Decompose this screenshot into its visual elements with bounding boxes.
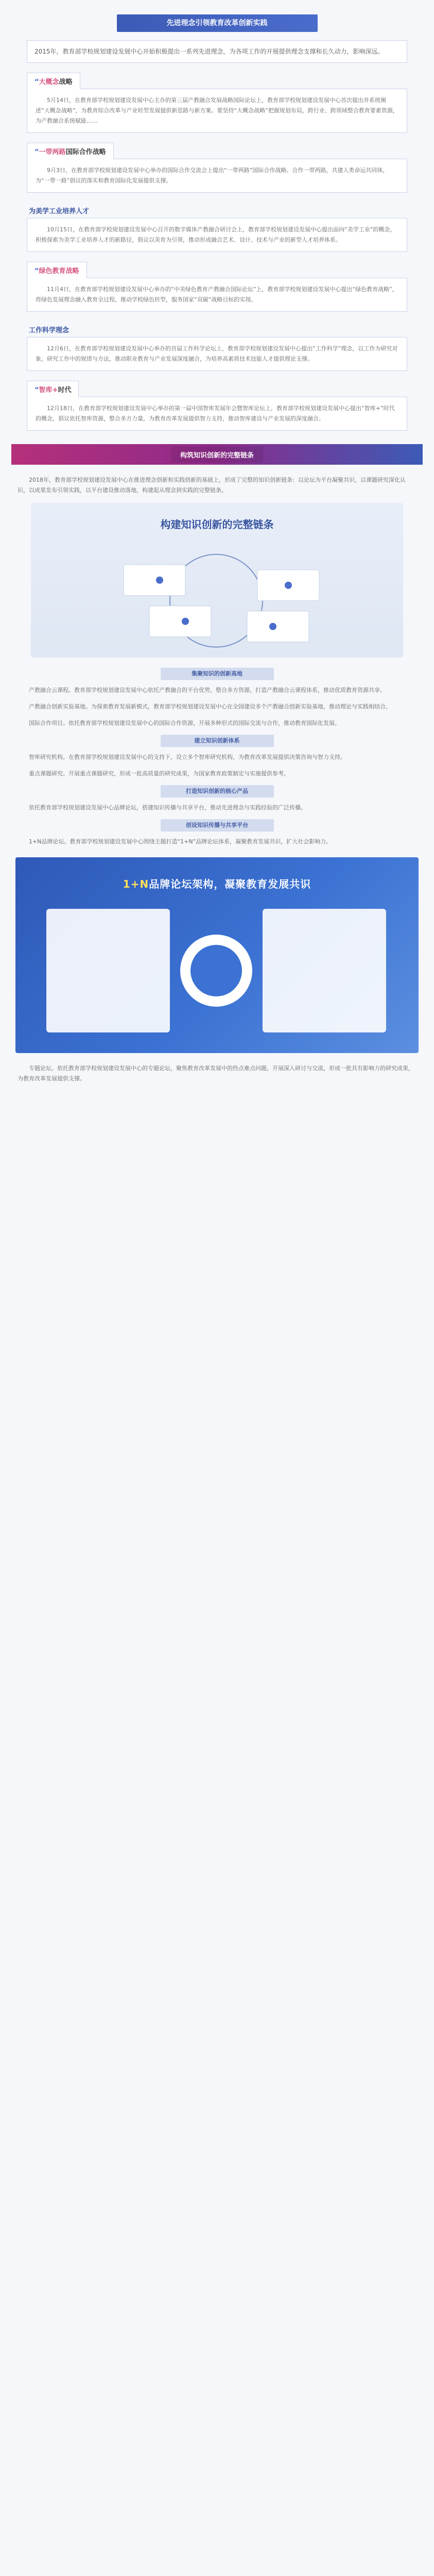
label-knowledge-system: 建立知识创新体系 (161, 735, 274, 747)
para-5: 重点课题研究。开展重点课题研究，形成一批高质量的研究成果，为国家教育政策制定与实施提供参考。 (29, 770, 289, 777)
quote-mark: “ (34, 386, 39, 394)
node-dot (285, 582, 292, 589)
section-6-title-a: 智库+ (39, 386, 58, 394)
section-2-body: 9月3日，在教育部学校规划建设发展中心举办的国际合作交流会上提出“一带两路”国际合作战略。合作一带两路，共建人类命运共同体，为“一带一路”倡议的落实和教育国际化发展提供支撑。 (27, 159, 407, 193)
section-3 (27, 202, 407, 252)
chain-banner (11, 444, 423, 465)
section-4-body: 11月4日，在教育部学校规划建设发展中心举办的“中美绿色教育产教融合国际论坛”上，教育部学校规划建设发展中心提出“绿色教育战略”，将绿色发展理念融入教育全过程，推动学校绿色转型，服务国家“双碳”战略目标的实现。 (27, 278, 407, 312)
para-7: 1+N品牌论坛。教育部学校规划建设发展中心围绕主题打造“1+N”品牌论坛体系，凝聚教育发展共识，扩大社会影响力。 (29, 838, 332, 845)
node-dot (182, 618, 189, 625)
label-core-products: 打造知识创新的核心产品 (161, 785, 274, 798)
section-1-body: 5月14日，在教育部学校规划建设发展中心主办的第三届产教融合发展战略国际论坛上，教育部学校规划建设发展中心首次提出并系统阐述“大概念战略”，为教育综合改革与产业转型发展提供新思路与新方案。要坚持“大概念战略”把握规划布局，跨行业、跨领域整合教育要素资源，为产教融合系统赋能…… (27, 89, 407, 133)
section-3-head (27, 202, 96, 218)
poster-title-num: 1+N (123, 878, 149, 890)
node-dot (269, 623, 276, 630)
bottom-text: 专题论坛。依托教育部学校规划建设发展中心的专题论坛，聚焦教育改革发展中的热点难点问题，开展深入研讨与交流，形成一批具有影响力的研究成果，为教育改革发展提供支撑。 (18, 1065, 414, 1082)
section-2 (27, 142, 407, 193)
diagram-graphic (31, 503, 403, 657)
para-1: 产教融合云课程。教育部学校规划建设发展中心依托产教融合的平台优势，整合多方资源，打造产教融合云课程体系，推动优质教育资源共享。 (29, 687, 386, 693)
section-3-title-a: 为美学工业培养人才 (29, 208, 90, 215)
node-dot (156, 577, 163, 584)
label-innovation-highland: 集聚知识的创新高地 (161, 668, 274, 680)
top-panel (11, 0, 423, 431)
section-6-body: 12月18日，在教育部学校规划建设发展中心举办的第一届中国智库发展年会暨智库论坛上，教育部学校规划建设发展中心提出“智库+”时代的概念，倡议依托智库资源，整合多方力量，为教育改革发展提供智力支持，推动智库建设与产业发展的深度融合。 (27, 397, 407, 431)
quote-mark: “ (34, 78, 39, 86)
section-1-head (27, 73, 80, 89)
poster-title-rest: 品牌论坛架构，凝聚教育发展共识 (149, 878, 311, 890)
section-1-title-b: 战略 (59, 78, 73, 86)
section-3-body: 10月15日，在教育部学校规划建设发展中心召开的数字媒体产教融合研讨会上，教育部学校规划建设发展中心提出面向“美学工业”的概念，积极探索为美学工业培养人才的新路径，倡议以美育为引领，推动形成融合艺术、设计、技术与产业的新型人才培养体系。 (27, 218, 407, 252)
chain-diagram (31, 503, 403, 657)
para-6: 依托教育部学校规划建设发展中心品牌论坛，搭建知识传播与共享平台，推动先进理念与实践经验的广泛传播。 (29, 804, 306, 811)
section-2-head (27, 143, 114, 159)
section-1-title-a: 大概念 (39, 78, 59, 86)
section-2-title-b: 国际合作战略 (65, 148, 106, 156)
poster-graphic (15, 857, 419, 1053)
intro-text: 2015年，教育部学校规划建设发展中心开始积极提出一系列先进理念，为各项工作的开展提供理念支撑和长久动力，影响深远。 (27, 40, 407, 63)
section-6-head (27, 381, 79, 397)
section-5-head (27, 321, 76, 337)
title-bar-wrap (11, 14, 423, 32)
diagram-title: 构建知识创新的完整链条 (160, 518, 274, 531)
chain-banner-label: 构筑知识创新的完整链条 (171, 447, 263, 463)
section-5-title-a: 工作科学理念 (29, 327, 70, 334)
diagram-card-2 (149, 606, 211, 637)
label-sharing-platform: 创设知识传播与共享平台 (161, 819, 274, 832)
section-4 (27, 261, 407, 312)
section-6 (27, 380, 407, 431)
section-5-body: 12月6日，在教育部学校规划建设发展中心举办的首届工作科学论坛上，教育部学校规划建设发展中心提出“工作科学”理念，以工作为研究对象，研究工作中的规律与方法，推动职业教育与产业发展深度融合，为培养高素质技术技能人才提供理论支撑。 (27, 337, 407, 371)
section-1 (27, 72, 407, 133)
diagram-card-3 (247, 611, 309, 642)
diagram-card-1 (124, 565, 185, 596)
section-2-title-a: 一带两路 (39, 148, 66, 156)
section-4-head (27, 262, 87, 278)
para-3: 国际合作项目。依托教育部学校规划建设发展中心的国际合作资源，开展多种形式的国际交流与合作，推动教育国际化发展。 (29, 720, 340, 726)
quote-mark: “ (34, 267, 39, 275)
para-4: 智库研究机构。在教育部学校规划建设发展中心的支持下，设立多个智库研究机构，为教育改革发展提供决策咨询与智力支持。 (29, 754, 346, 760)
section-6-title-b: 时代 (58, 386, 72, 394)
quote-mark: “ (34, 148, 39, 156)
forum-poster (15, 857, 419, 1053)
poster-panel-right (263, 909, 386, 1032)
page-title: 先进理念引领教育改革创新实践 (117, 14, 318, 32)
para-2: 产教融合创新实验基地。为探索教育发展新模式，教育部学校规划建设发展中心在全国建设多个产教融合创新实验基地，推动理论与实践相结合。 (29, 703, 391, 710)
chain-intro: 2018年，教育部学校规划建设发展中心在推进理念创新和实践创新的基础上，形成了完整的知识创新链条：以论坛为平台凝聚共识，以课题研究深化认识，以成果发布引领实践，以平台建设推动落地，构建起从理念到实践的完整链条。 (18, 477, 406, 494)
poster-center-core (190, 945, 242, 996)
poster-panel-left (46, 909, 170, 1032)
section-5 (27, 321, 407, 371)
section-4-title-a: 绿色教育战略 (39, 267, 79, 275)
